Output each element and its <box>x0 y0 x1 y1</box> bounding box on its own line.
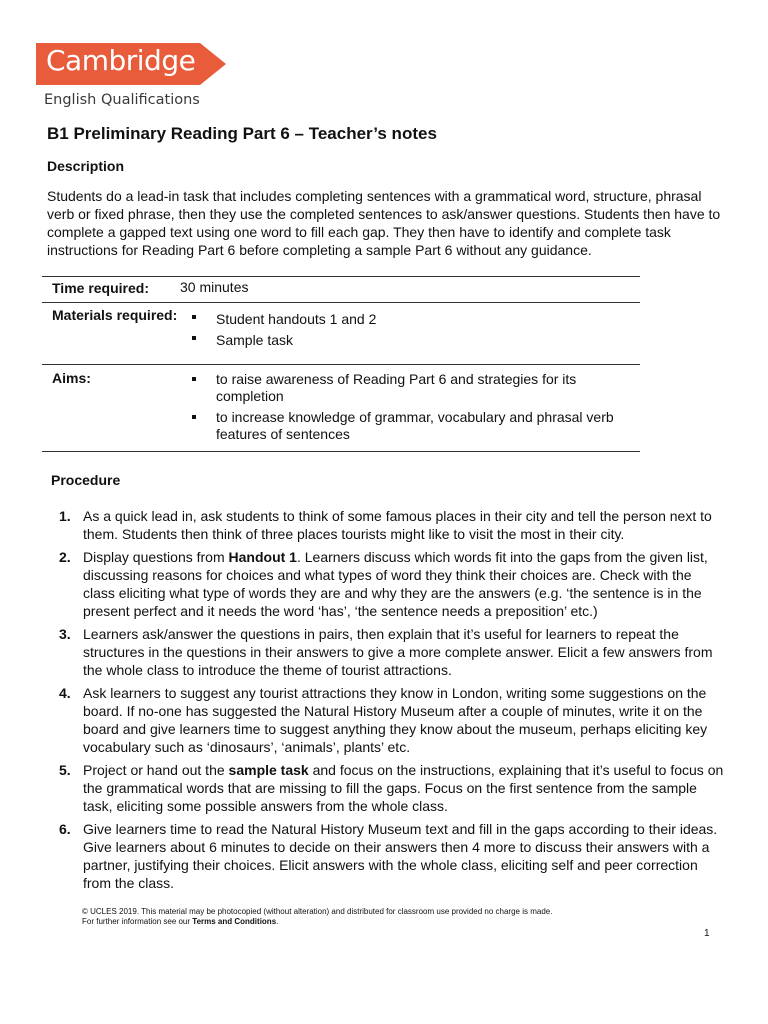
procedure-heading: Procedure <box>51 472 121 488</box>
step-text: Give learners time to read the Natural History Museum text and fill in the gaps according to their ideas. Give learners about 6 minutes to decide on their answers then 4 more to discuss their answers with a partner, justifying their choices. Elicit answers with the whole class, eliciting self and peer correction from the class. <box>83 821 718 891</box>
materials-item: Student handouts 1 and 2 <box>180 309 640 330</box>
step-text: As a quick lead in, ask students to think of some famous places in their city and tell the person next to them. Students then think of three places tourists might like to visit the most in their city. <box>83 508 712 542</box>
materials-row <box>42 302 640 364</box>
step-text: Display questions from <box>83 549 229 565</box>
description-text: Students do a lead-in task that includes completing sentences with a grammatical word, structure, phrasal verb or fixed phrase, then they use the completed sentences to ask/answer questions. Students then have to complete a gapped text using one word to fill each gap. They then have to identify and complete task instructions for Reading Part 6 before completing a sample Part 6 without any guidance. <box>47 188 721 258</box>
step-text: Project or hand out the <box>83 762 229 778</box>
step-number: 6. <box>59 821 71 837</box>
logo-wordmark: Cambridge <box>46 44 196 77</box>
info-table <box>42 276 640 452</box>
time-value: 30 minutes <box>180 279 249 295</box>
aims-row <box>42 364 640 451</box>
step-number: 1. <box>59 508 71 524</box>
step-bold-text: Handout 1 <box>228 549 297 565</box>
further-info-text: For further information see our Terms and Conditions. <box>82 917 279 926</box>
step-number: 4. <box>59 685 71 701</box>
aims-list <box>180 365 640 443</box>
aims-item: to raise awareness of Reading Part 6 and strategies for its completion <box>180 371 640 405</box>
materials-label: Materials required: <box>52 307 178 323</box>
description-heading: Description <box>47 158 125 174</box>
step-text: and focus on the instructions, explaining that it’s useful to focus on the grammatical words that are missing to fill the gaps. Focus on the first sentence from the sample task, eliciting some possible answers from the whole class. <box>83 762 724 814</box>
step-number: 3. <box>59 626 71 642</box>
procedure-step <box>44 548 724 620</box>
procedure-step <box>44 625 724 679</box>
procedure-step <box>44 761 724 815</box>
procedure-step <box>44 507 724 543</box>
step-bold-text: sample task <box>228 762 309 778</box>
aims-label: Aims: <box>52 370 91 386</box>
terms-and-conditions-link[interactable]: Terms and Conditions <box>192 917 277 926</box>
step-text: Ask learners to suggest any tourist attractions they know in London, writing some suggestions on the board. If no-one has suggested the Natural History Museum after a couple of minutes, write it on the board and give learners time to suggest anything they know about the museum, perhaps eliciting key vocabulary such as ‘dinosaurs’, ‘animals’, plants’ etc. <box>83 685 708 755</box>
page-title: B1 Preliminary Reading Part 6 – Teacher’s notes <box>47 124 437 143</box>
procedure-step <box>44 684 724 756</box>
materials-list <box>180 303 640 351</box>
copyright-text: © UCLES 2019. This material may be photocopied (without alteration) and distributed for classroom use provided no charge is made. <box>82 907 553 916</box>
logo-subtitle: English Qualifications <box>44 92 200 108</box>
aims-item: to increase knowledge of grammar, vocabulary and phrasal verb features of sentences <box>180 409 640 443</box>
page-number: 1 <box>704 928 710 939</box>
step-text: . Learners discuss which words fit into the gaps from the given list, discussing reasons for choices and what types of word they think their choices are. Check with the class eliciting what type of words they are and why they are the answers (e.g. ‘the sentence is in the present perfect and it needs the word ‘has’, ‘the sentence needs a preposition’ etc.) <box>83 549 708 619</box>
step-number: 5. <box>59 762 71 778</box>
procedure-step <box>44 820 724 892</box>
time-row <box>42 277 640 302</box>
procedure-list <box>44 507 724 897</box>
step-text: Learners ask/answer the questions in pairs, then explain that it’s useful for learners to repeat the structures in the questions in their answers to give a more complete answer. Elicit a few answers from the whole class to introduce the theme of tourist attractions. <box>83 626 713 678</box>
materials-item: Sample task <box>180 330 640 351</box>
step-number: 2. <box>59 549 71 565</box>
footer <box>82 907 552 927</box>
cambridge-logo <box>36 43 226 111</box>
time-label: Time required: <box>52 280 149 296</box>
